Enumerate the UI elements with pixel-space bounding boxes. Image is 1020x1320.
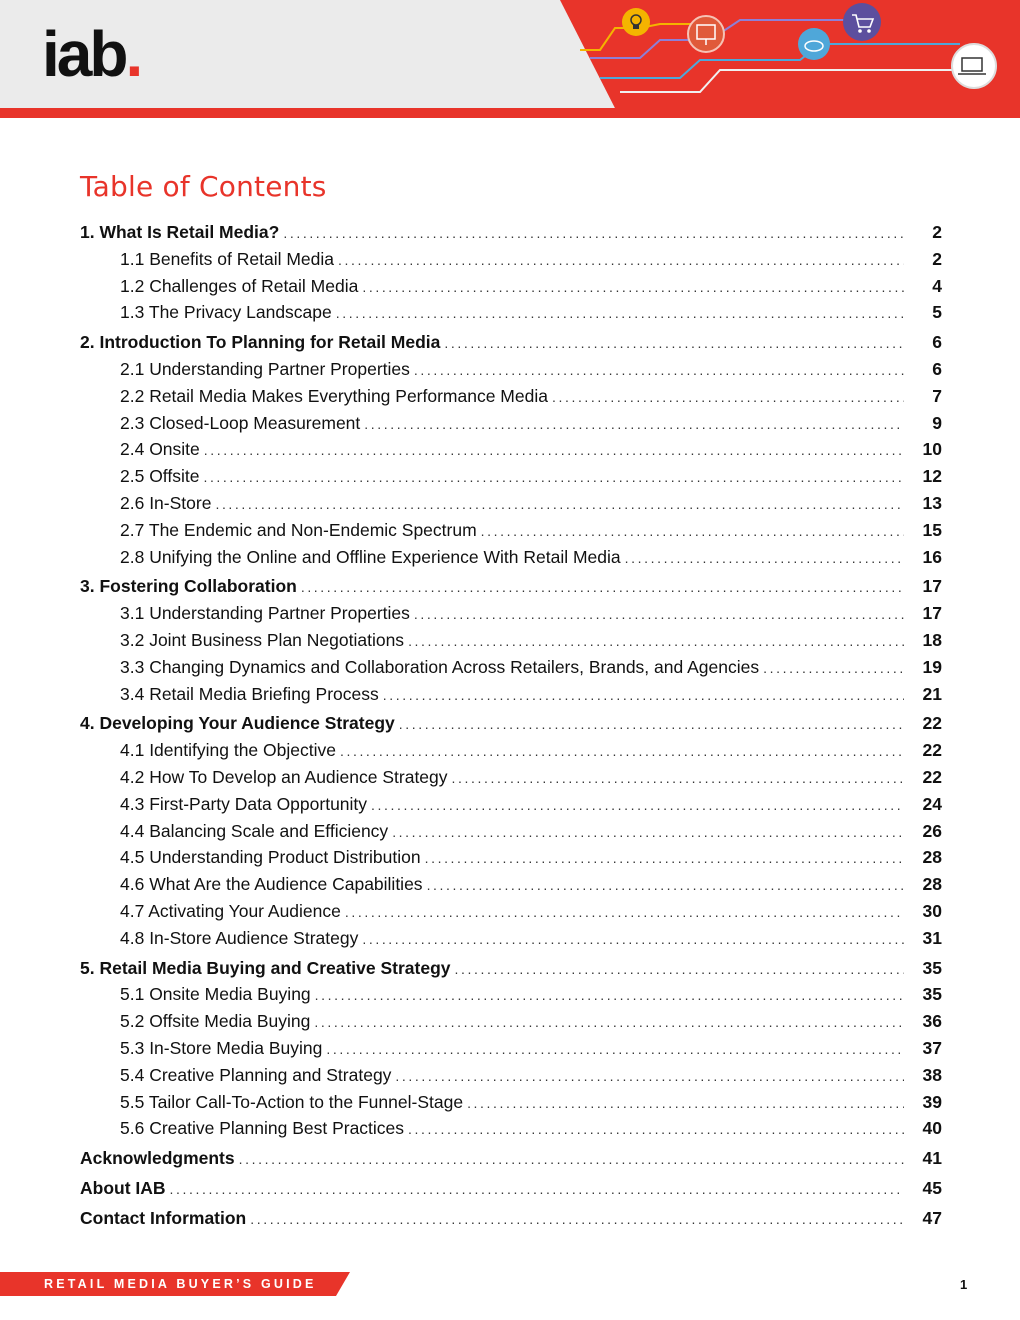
toc-entry-page: 45 bbox=[922, 1177, 942, 1198]
toc-entry-label: 2.4 Onsite bbox=[120, 439, 200, 460]
dot-leader bbox=[250, 1206, 904, 1233]
toc-entry-page: 41 bbox=[922, 1148, 942, 1169]
toc-entry[interactable] bbox=[80, 383, 942, 410]
toc-entry-label: 2. Introduction To Planning for Retail Media bbox=[80, 332, 441, 353]
dot-leader bbox=[625, 545, 904, 572]
dot-leader bbox=[371, 792, 904, 819]
toc-entry-label: 3. Fostering Collaboration bbox=[80, 576, 297, 597]
toc-entry-page: 40 bbox=[922, 1118, 942, 1139]
dot-leader bbox=[425, 845, 904, 872]
toc-entry-page: 13 bbox=[922, 492, 942, 513]
toc-entry-page: 2 bbox=[932, 222, 942, 242]
dot-leader bbox=[326, 1036, 904, 1063]
toc-entry-page: 6 bbox=[932, 332, 942, 353]
toc-entry-page: 17 bbox=[922, 603, 942, 624]
toc-entry-label: 4.2 How To Develop an Audience Strategy bbox=[120, 766, 448, 787]
dot-leader bbox=[481, 518, 904, 545]
dot-leader bbox=[467, 1090, 904, 1117]
toc-entry-label: 4.7 Activating Your Audience bbox=[120, 900, 341, 921]
dot-leader bbox=[314, 1009, 904, 1036]
toc-entry-page: 22 bbox=[922, 740, 942, 761]
toc-entry-page: 28 bbox=[922, 847, 942, 868]
table-of-contents bbox=[80, 219, 942, 1231]
toc-entry[interactable] bbox=[80, 410, 942, 437]
toc-entry-label: 5.4 Creative Planning and Strategy bbox=[120, 1064, 392, 1085]
toc-entry-page: 22 bbox=[922, 713, 942, 734]
presentation-board-icon bbox=[688, 16, 724, 52]
toc-entry[interactable] bbox=[80, 329, 942, 356]
toc-entry-page: 35 bbox=[922, 984, 942, 1005]
dot-leader bbox=[362, 926, 904, 953]
toc-entry[interactable] bbox=[80, 219, 942, 246]
dot-leader bbox=[364, 411, 904, 438]
toc-entry-page: 38 bbox=[922, 1064, 942, 1085]
toc-entry-page: 4 bbox=[932, 275, 942, 296]
toc-entry-page: 36 bbox=[922, 1011, 942, 1032]
dot-leader bbox=[336, 300, 904, 327]
logo-dot: . bbox=[125, 18, 141, 90]
dot-leader bbox=[552, 384, 904, 411]
toc-entry-label: 4.1 Identifying the Objective bbox=[120, 740, 336, 761]
iab-logo bbox=[42, 18, 141, 90]
dot-leader bbox=[315, 982, 904, 1009]
toc-entry-page: 16 bbox=[922, 546, 942, 567]
toc-entry-page: 28 bbox=[922, 874, 942, 895]
dot-leader bbox=[399, 711, 904, 738]
toc-entry-page: 15 bbox=[922, 519, 942, 540]
toc-entry[interactable] bbox=[80, 955, 942, 982]
toc-entry[interactable] bbox=[80, 818, 942, 845]
footer-guide-title: RETAIL MEDIA BUYER’S GUIDE bbox=[44, 1277, 317, 1291]
toc-entry-label: 4.8 In-Store Audience Strategy bbox=[120, 927, 359, 948]
toc-entry-label: Contact Information bbox=[80, 1207, 247, 1228]
dot-leader bbox=[455, 956, 904, 983]
toc-entry-label: 1.3 The Privacy Landscape bbox=[120, 302, 332, 323]
toc-entry-page: 31 bbox=[922, 927, 942, 948]
toc-entry-page: 7 bbox=[932, 385, 942, 406]
toc-entry-label: 3.4 Retail Media Briefing Process bbox=[120, 683, 379, 704]
page-number: 1 bbox=[960, 1277, 968, 1292]
toc-entry-label: 2.8 Unifying the Online and Offline Experience With Retail Media bbox=[120, 546, 621, 567]
toc-entry-label: 4.4 Balancing Scale and Efficiency bbox=[120, 820, 389, 841]
toc-entry[interactable] bbox=[80, 246, 942, 273]
dot-leader bbox=[345, 899, 904, 926]
toc-entry-label: About IAB bbox=[80, 1177, 166, 1198]
dot-leader bbox=[414, 601, 904, 628]
toc-entry-label: 5.5 Tailor Call-To-Action to the Funnel-Stage bbox=[120, 1091, 464, 1112]
toc-entry-page: 22 bbox=[922, 766, 942, 787]
toc-entry-page: 6 bbox=[932, 358, 942, 379]
toc-entry-label: 1.2 Challenges of Retail Media bbox=[120, 275, 359, 296]
dot-leader bbox=[427, 872, 904, 899]
dot-leader bbox=[170, 1176, 904, 1203]
toc-entry-page: 5 bbox=[932, 302, 942, 323]
dot-leader bbox=[408, 1116, 904, 1143]
toc-entry-label: 5.1 Onsite Media Buying bbox=[120, 984, 311, 1005]
toc-entry-label: 2.6 In-Store bbox=[120, 492, 212, 513]
dot-leader bbox=[383, 682, 904, 709]
toc-entry-page: 12 bbox=[922, 466, 942, 487]
toc-entry-label: 2.2 Retail Media Makes Everything Performance Media bbox=[120, 385, 548, 406]
toc-entry-page: 18 bbox=[922, 629, 942, 650]
toc-entry-label: 4.3 First-Party Data Opportunity bbox=[120, 793, 368, 814]
shopping-cart-icon bbox=[843, 3, 881, 41]
toc-entry-label: Acknowledgments bbox=[80, 1148, 235, 1169]
toc-entry[interactable] bbox=[80, 1145, 942, 1172]
toc-entry-page: 19 bbox=[922, 656, 942, 677]
toc-entry-page: 35 bbox=[922, 957, 942, 978]
toc-entry-label: 3.2 Joint Business Plan Negotiations bbox=[120, 629, 405, 650]
toc-entry[interactable] bbox=[80, 490, 942, 517]
logo-text: iab bbox=[42, 18, 126, 90]
toc-entry[interactable] bbox=[80, 299, 942, 326]
toc-entry-page: 24 bbox=[922, 793, 942, 814]
toc-entry-label: 5.6 Creative Planning Best Practices bbox=[120, 1118, 405, 1139]
toc-entry-page: 26 bbox=[922, 820, 942, 841]
toc-entry[interactable] bbox=[80, 1062, 942, 1089]
toc-entry[interactable] bbox=[80, 356, 942, 383]
dot-leader bbox=[452, 765, 904, 792]
toc-entry[interactable] bbox=[80, 791, 942, 818]
toc-entry-label: 5. Retail Media Buying and Creative Strategy bbox=[80, 957, 451, 978]
toc-entry[interactable] bbox=[80, 544, 942, 571]
dot-leader bbox=[362, 274, 904, 301]
toc-entry-label: 1.1 Benefits of Retail Media bbox=[120, 248, 335, 269]
toc-entry[interactable] bbox=[80, 981, 942, 1008]
dot-leader bbox=[408, 628, 904, 655]
toc-entry[interactable] bbox=[80, 273, 942, 300]
toc-entry-label: 4. Developing Your Audience Strategy bbox=[80, 713, 395, 734]
dot-leader bbox=[338, 247, 904, 274]
toc-entry-label: 2.5 Offsite bbox=[120, 466, 200, 487]
toc-entry-page: 2 bbox=[932, 248, 942, 269]
dot-leader bbox=[392, 819, 904, 846]
toc-entry[interactable] bbox=[80, 898, 942, 925]
cloud-icon bbox=[798, 28, 830, 60]
toc-entry[interactable] bbox=[80, 463, 942, 490]
lightbulb-icon bbox=[622, 8, 650, 36]
toc-entry[interactable] bbox=[80, 871, 942, 898]
toc-entry-page: 30 bbox=[922, 900, 942, 921]
toc-entry-page: 10 bbox=[922, 439, 942, 460]
toc-entry-label: 4.5 Understanding Product Distribution bbox=[120, 847, 421, 868]
toc-entry-page: 17 bbox=[922, 576, 942, 597]
toc-entry[interactable] bbox=[80, 627, 942, 654]
toc-entry-label: 4.6 What Are the Audience Capabilities bbox=[120, 874, 423, 895]
toc-entry[interactable] bbox=[80, 1089, 942, 1116]
toc-entry[interactable] bbox=[80, 1205, 942, 1232]
page-header bbox=[0, 0, 1020, 118]
toc-entry-label: 2.7 The Endemic and Non-Endemic Spectrum bbox=[120, 519, 477, 540]
toc-entry-page: 37 bbox=[922, 1037, 942, 1058]
laptop-shopping-bag-icon bbox=[952, 44, 996, 88]
page-title: Table of Contents bbox=[80, 170, 327, 203]
toc-entry[interactable] bbox=[80, 436, 942, 463]
dot-leader bbox=[340, 738, 904, 765]
toc-entry-page: 39 bbox=[922, 1091, 942, 1112]
dot-leader bbox=[203, 464, 904, 491]
toc-entry-page: 21 bbox=[922, 683, 942, 704]
dot-leader bbox=[301, 574, 904, 601]
toc-entry-page: 9 bbox=[932, 412, 942, 433]
toc-entry-label: 2.1 Understanding Partner Properties bbox=[120, 358, 410, 379]
toc-entry[interactable] bbox=[80, 764, 942, 791]
toc-entry[interactable] bbox=[80, 654, 942, 681]
dot-leader bbox=[395, 1063, 904, 1090]
toc-entry[interactable] bbox=[80, 1115, 942, 1142]
toc-entry[interactable] bbox=[80, 1035, 942, 1062]
toc-entry[interactable] bbox=[80, 681, 942, 708]
toc-entry[interactable] bbox=[80, 573, 942, 600]
dot-leader bbox=[283, 220, 904, 247]
dot-leader bbox=[414, 357, 904, 384]
toc-entry[interactable] bbox=[80, 844, 942, 871]
dot-leader bbox=[763, 655, 904, 682]
toc-entry[interactable] bbox=[80, 517, 942, 544]
toc-entry-label: 3.3 Changing Dynamics and Collaboration Across Retailers, Brands, and Agencies bbox=[120, 656, 760, 677]
toc-entry-label: 5.3 In-Store Media Buying bbox=[120, 1037, 323, 1058]
toc-entry[interactable] bbox=[80, 737, 942, 764]
toc-entry-page: 47 bbox=[922, 1207, 942, 1228]
toc-entry-label: 5.2 Offsite Media Buying bbox=[120, 1011, 311, 1032]
toc-entry-label: 1. What Is Retail Media? bbox=[80, 222, 280, 242]
dot-leader bbox=[204, 437, 904, 464]
toc-entry[interactable] bbox=[80, 925, 942, 952]
toc-entry[interactable] bbox=[80, 1008, 942, 1035]
header-graphic bbox=[0, 0, 1020, 118]
toc-entry[interactable] bbox=[80, 1175, 942, 1202]
toc-entry-label: 3.1 Understanding Partner Properties bbox=[120, 603, 410, 624]
toc-entry-label: 2.3 Closed-Loop Measurement bbox=[120, 412, 361, 433]
dot-leader bbox=[444, 330, 904, 357]
toc-entry[interactable] bbox=[80, 710, 942, 737]
dot-leader bbox=[215, 491, 904, 518]
dot-leader bbox=[239, 1146, 904, 1173]
toc-entry[interactable] bbox=[80, 600, 942, 627]
